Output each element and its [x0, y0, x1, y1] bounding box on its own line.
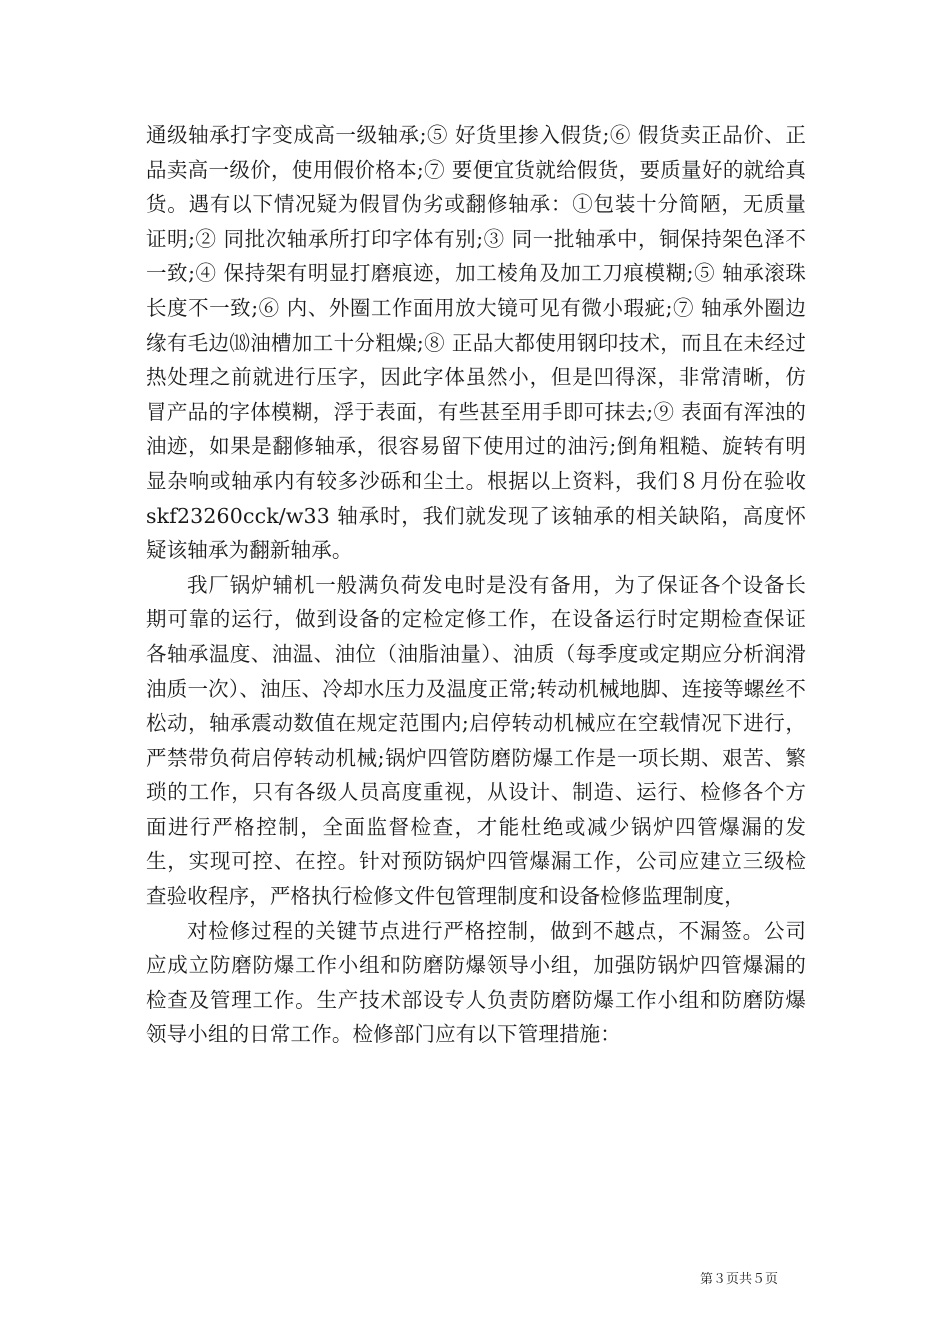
paragraph-2: 我厂锅炉辅机一般满负荷发电时是没有备用，为了保证各个设备长期可靠的运行，做到设备的定检定修工作，在设备运行时定期检查保证各轴承温度、油温、油位（油脂油量）、油质（每季度或定期应分析润滑油质一次）、油压、冷却水压力及温度正常;转动机械地脚、连接等螺丝不松动，轴承震动数值在规定范围内;启停转动机械应在空载情况下进行，严禁带负荷启停转动机械;锅炉四管防磨防爆工作是一项长期、艰苦、繁琐的工作，只有各级人员高度重视，从设计、制造、运行、检修各个方面进行严格控制，全面监督检查，才能杜绝或减少锅炉四管爆漏的发生，实现可控、在控。针对预防锅炉四管爆漏工作，公司应建立三级检查验收程序，严格执行检修文件包管理制度和设备检修监理制度， [146, 572, 806, 909]
paragraph-1: 通级轴承打字变成高一级轴承;⑤ 好货里掺入假货;⑥ 假货卖正品价、正品卖高一级价，使用假价格本;⑦ 要便宜货就给假货，要质量好的就给真货。遇有以下情况疑为假冒伪劣或翻修轴承：①包装十分简陋，无质量证明;② 同批次轴承所打印字体有别;③ 同一批轴承中，铜保持架色泽不一致;④ 保持架有明显打磨痕迹，加工棱角及加工刀痕模糊;⑤ 轴承滚珠长度不一致;⑥ 内、外圈工作面用放大镜可见有微小瑕疵;⑦ 轴承外圈边缘有毛边⒅油槽加工十分粗燥;⑧ 正品大都使用钢印技术，而且在未经过热处理之前就进行压字，因此字体虽然小，但是凹得深，非常清晰，仿冒产品的字体模糊，浮于表面，有些甚至用手即可抹去;⑨ 表面有浑浊的油迹，如果是翻修轴承，很容易留下使用过的油污;倒角粗糙、旋转有明显杂响或轴承内有较多沙砾和尘土。根据以上资料，我们８月份在验收 skf23260cck/w33 轴承时，我们就发现了该轴承的相关缺陷，高度怀疑该轴承为翻新轴承。 [146, 123, 806, 563]
document-body [146, 118, 806, 1052]
page-number-footer: 第３页共５页 [700, 1272, 779, 1287]
paragraph-3: 对检修过程的关键节点进行严格控制，做到不越点，不漏签。公司应成立防磨防爆工作小组和防磨防爆领导小组，加强防锅炉四管爆漏的检查及管理工作。生产技术部设专人负责防磨防爆工作小组和防磨防爆领导小组的日常工作。检修部门应有以下管理措施： [146, 918, 806, 1047]
